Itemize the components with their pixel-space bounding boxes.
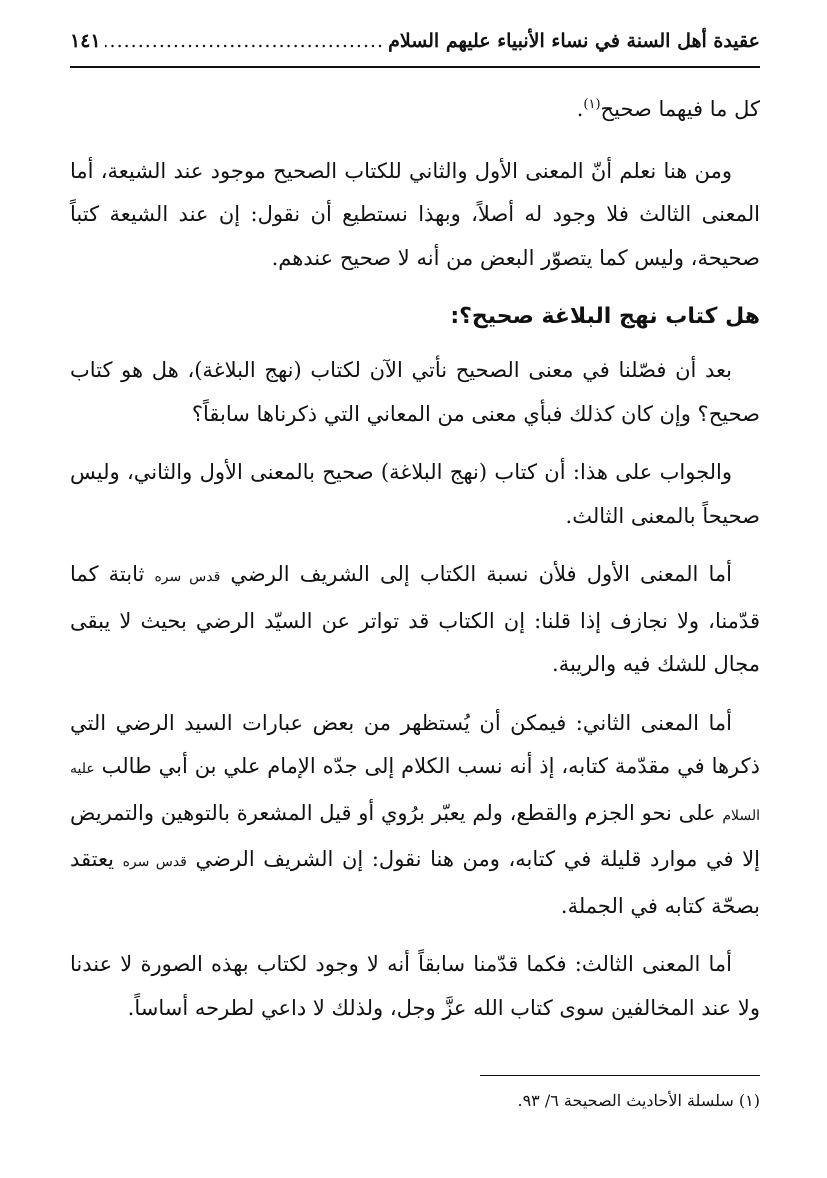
honorific-glyph: قدس سره	[154, 569, 221, 585]
honorific-glyph: قدس سره	[122, 854, 187, 870]
paragraph-end: .	[576, 97, 584, 121]
page-header	[70, 30, 760, 60]
footnote-marker: (١)	[583, 97, 601, 112]
honorific-glyph: عليه السلام	[70, 761, 760, 824]
footnote-rule	[480, 1075, 760, 1076]
paragraph-text: أما المعنى الثاني: فيمكن أن يُستظهر من بعض عبارات السيد الرضي التي ذكرها في مقدّمة كتابه، إذ أنه نسب الكلام إلى جدّه الإمام علي بن أبي طالب	[70, 710, 760, 778]
running-title: عقيدة أهل السنة في نساء الأنبياء عليهم السلام	[388, 30, 760, 52]
paragraph	[70, 702, 760, 929]
paragraph: والجواب على هذا: أن كتاب (نهج البلاغة) صحيح بالمعنى الأول والثاني، وليس صحيحاً بالمعنى الثالث.	[70, 460, 760, 528]
paragraph-text: ثابتة كما قدّمنا، ولا نجازف إذا قلنا: إن الكتاب قد تواتر عن السيّد الرضي بحيث لا يبقى مجال للشك فيه والريبة.	[70, 562, 760, 676]
paragraph-text: على نحو الجزم والقطع، ولم يعبّر برُوي أو قيل المشعرة بالتوهين والتمريض إلا في موارد قليلة في كتابه، ومن هنا نقول: إن الشريف الرضي	[70, 800, 760, 871]
header-rule	[70, 66, 760, 68]
leader-dots	[105, 30, 384, 52]
page-number: ١٤١	[70, 30, 101, 52]
paragraph-text: كل ما فيهما صحيح	[600, 97, 760, 121]
paragraph-text: أما المعنى الأول فلأن نسبة الكتاب إلى الشريف الرضي	[230, 562, 732, 586]
paragraph	[70, 553, 760, 687]
book-page	[70, 30, 760, 1114]
footnote: (١) سلسلة الأحاديث الصحيحة ٦/ ٩٣.	[517, 1091, 760, 1110]
paragraph: أما المعنى الثالث: فكما قدّمنا سابقاً أنه لا وجود لكتاب بهذه الصورة لا عندنا ولا عند المخالفين سوى كتاب الله عزَّ وجل، ولذلك لا داعي لطرحه أساساً.	[70, 952, 760, 1020]
paragraph-continued	[70, 88, 760, 132]
paragraph: بعد أن فصّلنا في معنى الصحيح نأتي الآن لكتاب (نهج البلاغة)، هل هو كتاب صحيح؟ وإن كان كذلك فبأي معنى من المعاني التي ذكرناها سابقاً؟	[70, 358, 760, 426]
paragraph-text: يعتقد بصحّة كتابه في الجملة.	[70, 847, 760, 918]
paragraph: ومن هنا نعلم أنّ المعنى الأول والثاني للكتاب الصحيح موجود عند الشيعة، أما المعنى الثالث فلا وجود له أصلاً، وبهذا نستطيع أن نقول: إن عند الشيعة كتباً صحيحة، وليس كما يتصوّر البعض من أنه لا صحيح عندهم.	[70, 158, 760, 270]
section-heading: هل كتاب نهج البلاغة صحيح؟:	[450, 304, 760, 329]
